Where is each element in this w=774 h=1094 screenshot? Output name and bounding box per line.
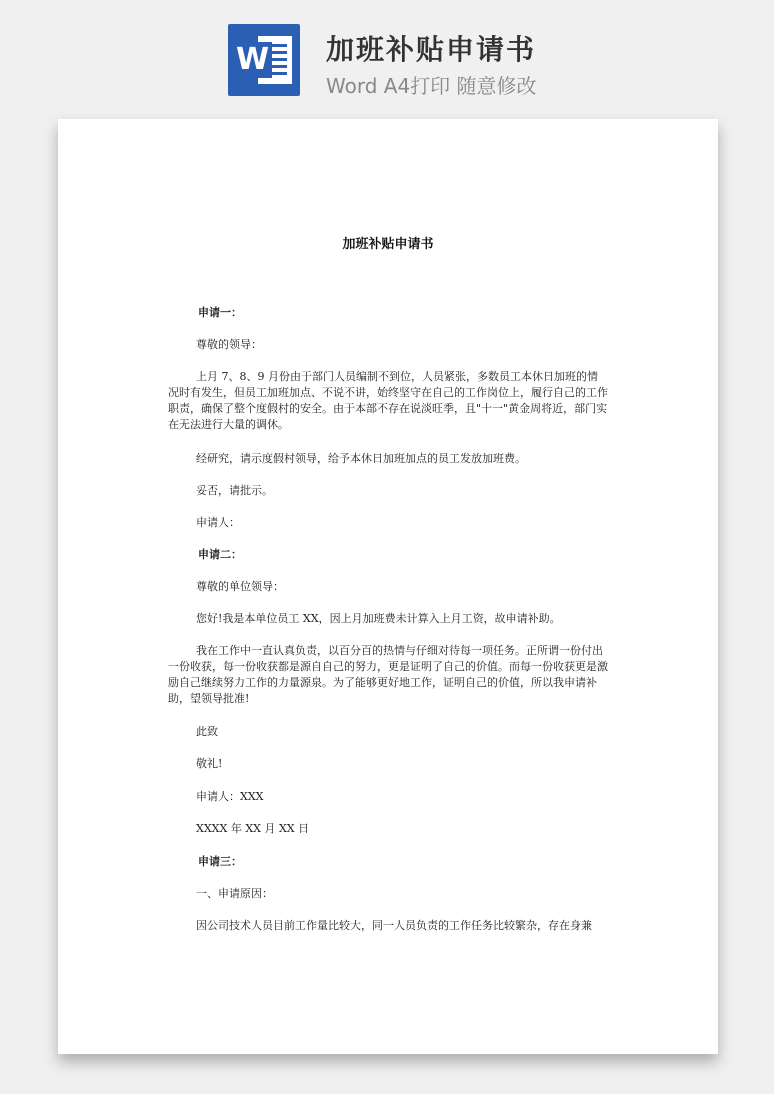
closing-line: 此致 bbox=[196, 725, 218, 738]
body-paragraph: 经研究，请示度假村领导，给予本休日加班加点的员工发放加班费。 bbox=[196, 452, 526, 465]
body-paragraph: 上月 7、8、9 月份由于部门人员编制不到位，人员紧张，多数员工本休日加班的情况时有发生，但员工加班加点、不说不讲，始终坚守在自己的工作岗位上，履行自己的工作职责，确保了整个度假村的安全。由于本部不存在说淡旺季，且"十一"黄金周将近，部门实在无法进行大量的调休。 bbox=[168, 370, 608, 431]
applicant-line: 申请人：XXX bbox=[196, 790, 264, 803]
header bbox=[0, 0, 774, 110]
salutation: 尊敬的领导： bbox=[196, 338, 262, 351]
header-subtitle: Word A4打印 随意修改 bbox=[326, 74, 537, 98]
body-paragraph: 我在工作中一直认真负责，以百分百的热情与仔细对待每一项任务。正所谓一份付出一份收获，每一份收获都是源自自己的努力，更是证明了自己的价值。而每一份收获更是激励自己继续努力工作的力量源泉。为了能够更好地工作，证明自己的价值，所以我申请补助，望领导批准! bbox=[168, 644, 608, 705]
applicant-line: 申请人： bbox=[196, 516, 240, 529]
word-letter: W bbox=[236, 42, 272, 78]
section-heading: 申请一： bbox=[198, 306, 242, 319]
subheading: 一、申请原因： bbox=[196, 887, 273, 900]
header-title: 加班补贴申请书 bbox=[326, 33, 537, 66]
date-line: XXXX 年 XX 月 XX 日 bbox=[196, 822, 310, 835]
document-title: 加班补贴申请书 bbox=[342, 237, 434, 252]
salutation: 尊敬的单位领导： bbox=[196, 580, 284, 593]
body-paragraph: 妥否，请批示。 bbox=[196, 484, 273, 497]
word-icon bbox=[228, 24, 300, 96]
section-heading: 申请二： bbox=[198, 548, 242, 561]
watermark bbox=[94, 455, 191, 547]
section-heading: 申请三： bbox=[198, 855, 242, 868]
closing-line: 敬礼! bbox=[196, 757, 223, 770]
body-paragraph: 您好!我是本单位员工 XX，因上月加班费未计算入上月工资，故申请补助。 bbox=[196, 612, 561, 625]
document-page bbox=[58, 119, 718, 1054]
body-paragraph: 因公司技术人员目前工作量比较大，同一人员负责的工作任务比较繁杂，存在身兼 bbox=[196, 919, 592, 932]
